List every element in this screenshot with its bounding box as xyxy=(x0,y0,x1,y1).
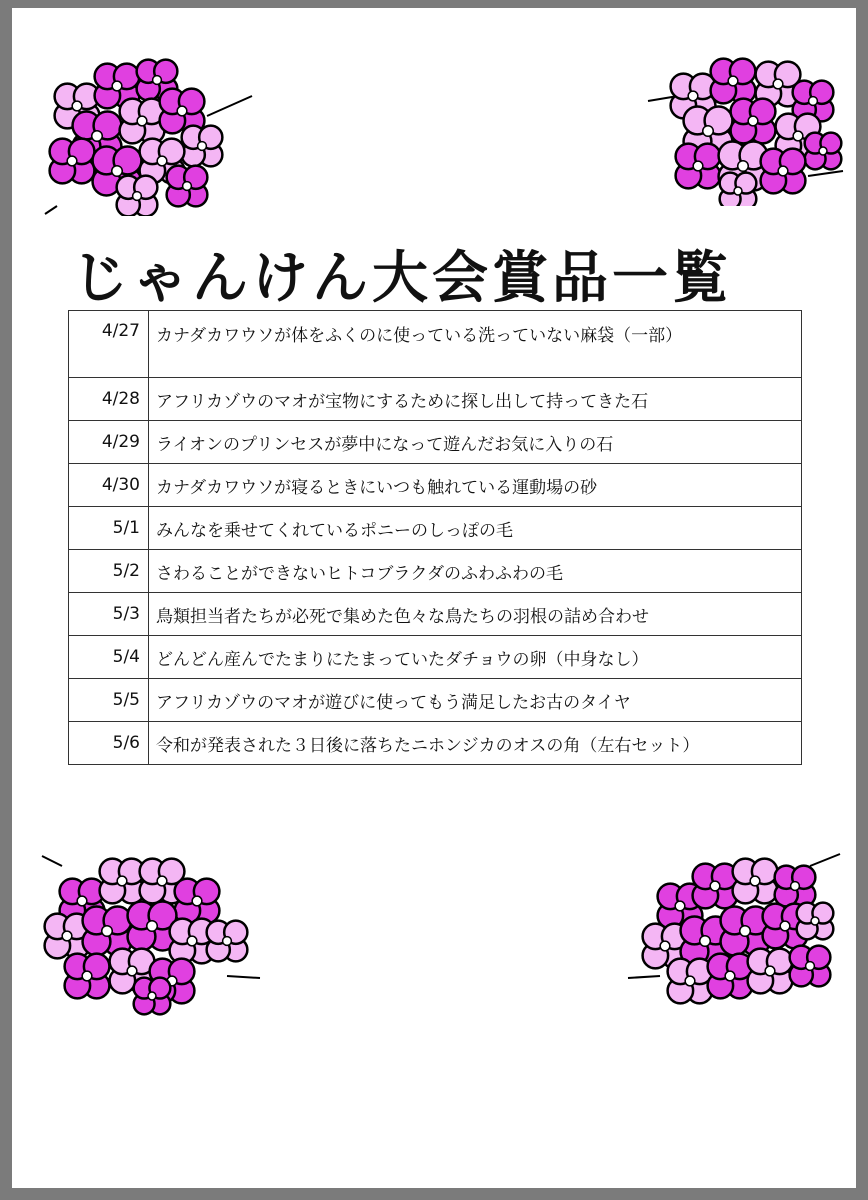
prize-date: 4/27 xyxy=(69,311,149,378)
prize-date: 5/1 xyxy=(69,507,149,550)
prize-item: カナダカワウソが体をふくのに使っている洗っていない麻袋（一部） xyxy=(149,311,802,378)
flower-icon xyxy=(693,864,738,909)
prize-item: ライオンのプリンセスが夢中になって遊んだお気に入りの石 xyxy=(149,421,802,464)
prize-date: 4/30 xyxy=(69,464,149,507)
flower-icon xyxy=(668,959,713,1004)
flower-icon xyxy=(720,173,757,206)
table-row xyxy=(69,722,802,765)
stem-line xyxy=(207,96,252,116)
flower-icon xyxy=(182,126,223,167)
prize-item: アフリカゾウのマオが宝物にするために探し出して持ってきた石 xyxy=(149,378,802,421)
flower-icon xyxy=(175,879,220,924)
prize-item: みんなを乗せてくれているポニーのしっぽの毛 xyxy=(149,507,802,550)
flower-icon xyxy=(733,859,778,904)
flower-icon xyxy=(731,99,776,144)
table-row xyxy=(69,679,802,722)
flower-icon xyxy=(711,59,756,104)
table-row xyxy=(69,464,802,507)
prize-date: 4/29 xyxy=(69,421,149,464)
table-row xyxy=(69,507,802,550)
flower-cluster-bottom-left xyxy=(32,846,262,1016)
stem-line xyxy=(45,206,57,214)
page-title: じゃんけん大会賞品一覧 xyxy=(72,246,732,311)
flower-icon xyxy=(120,99,165,144)
flower-icon xyxy=(797,903,834,940)
stem-line xyxy=(810,854,840,866)
stem-line xyxy=(628,976,660,978)
flower-icon xyxy=(128,902,177,951)
flower-icon xyxy=(167,166,208,207)
flower-icon xyxy=(100,859,145,904)
prize-date: 5/3 xyxy=(69,593,149,636)
flower-cluster-top-right xyxy=(638,56,848,206)
flower-icon xyxy=(117,176,158,216)
flower-icon xyxy=(65,954,110,999)
table-row xyxy=(69,593,802,636)
prize-date: 5/5 xyxy=(69,679,149,722)
table-row xyxy=(69,311,802,378)
table-row xyxy=(69,421,802,464)
flower-icon xyxy=(790,946,831,987)
flower-icon xyxy=(775,866,816,907)
document-page xyxy=(12,8,856,1188)
prize-date: 5/6 xyxy=(69,722,149,765)
flower-icon xyxy=(805,133,842,170)
prize-item: アフリカゾウのマオが遊びに使ってもう満足したお古のタイヤ xyxy=(149,679,802,722)
flower-icon xyxy=(748,949,793,994)
flower-icon xyxy=(708,954,753,999)
flower-icon xyxy=(207,921,248,962)
prize-item: カナダカワウソが寝るときにいつも触れている運動場の砂 xyxy=(149,464,802,507)
flower-cluster-bottom-right xyxy=(620,846,845,1016)
prize-item: 令和が発表された３日後に落ちたニホンジカのオスの角（左右セット） xyxy=(149,722,802,765)
table-row xyxy=(69,378,802,421)
prize-item: さわることができないヒトコブラクダのふわふわの毛 xyxy=(149,550,802,593)
prize-date: 5/2 xyxy=(69,550,149,593)
flower-icon xyxy=(676,144,721,189)
prize-item: 鳥類担当者たちが必死で集めた色々な鳥たちの羽根の詰め合わせ xyxy=(149,593,802,636)
flower-icon xyxy=(761,149,806,194)
flower-icon xyxy=(50,139,95,184)
prize-date: 4/28 xyxy=(69,378,149,421)
prize-date: 5/4 xyxy=(69,636,149,679)
flower-cluster-top-left xyxy=(37,56,257,216)
stem-line xyxy=(42,856,62,866)
stem-line xyxy=(227,976,260,978)
table-row xyxy=(69,550,802,593)
prize-item: どんどん産んでたまりにたまっていたダチョウの卵（中身なし） xyxy=(149,636,802,679)
prize-table xyxy=(68,310,802,765)
table-row xyxy=(69,636,802,679)
flower-icon xyxy=(134,978,171,1015)
stem-line xyxy=(808,171,843,176)
